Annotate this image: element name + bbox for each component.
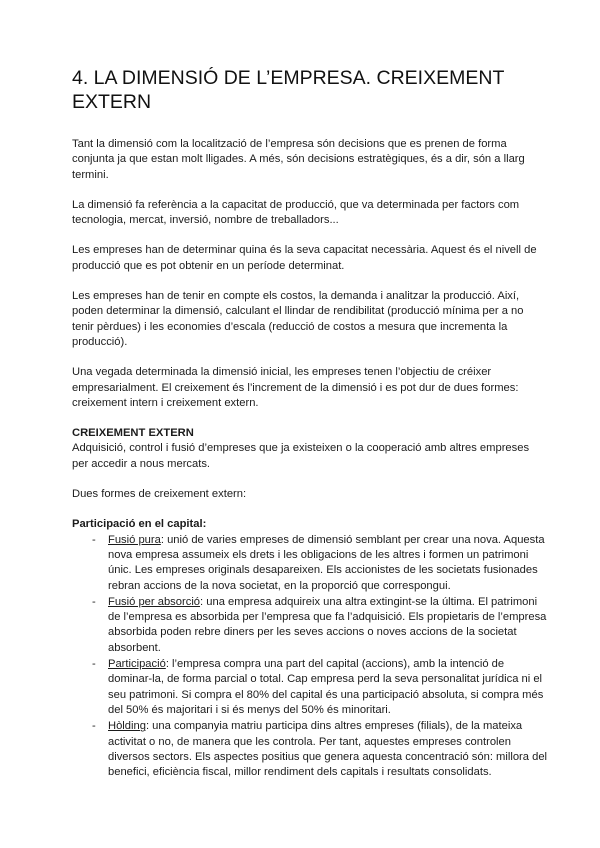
list-item-term: Participació: [108, 658, 166, 671]
list-item-text: : l’empresa compra una part del capital (accions), amb la intenció de dominar-la, de forma parcial o total. Cap empresa perd la seva personalitat jurídica ni el seu patrimoni. Si compra el 80% del capital és una participació absoluta, si compra més del 50% és majoritari i si és menys del 50% és minoritari.: [108, 658, 544, 716]
list-item-text: : una empresa adquireix una altra extingint-se la última. El patrimoni de l’empresa es absorbida per l’empresa que fa l’adquisició. Els propietaris de l’empresa absorbida poden rebre diners per les seves accions o noves accions de la societat absorbent.: [108, 595, 547, 654]
list-item: [108, 595, 548, 656]
paragraph-capacity: Les empreses han de determinar quina és la seva capacitat necessària. Aquest és el nivell de producció que es pot obtenir en un període determinat.: [72, 244, 537, 272]
growth-forms-list: [72, 533, 548, 781]
paragraph-dimension: La dimensió fa referència a la capacitat de producció, que va determinada per factors com tecnologia, mercat, inversió, nombre de treballadors...: [72, 198, 520, 227]
section-heading: CREIXEMENT EXTERN: [72, 427, 194, 440]
list-item: [108, 533, 548, 594]
list-item-term: Fusió pura: [108, 533, 161, 546]
list-item-term: Fusió per absorció: [108, 595, 201, 608]
page-title: 4. LA DIMENSIÓ DE L’EMPRESA. CREIXEMENT EXTERN: [72, 67, 505, 113]
paragraph-growth: Una vegada determinada la dimensió inicial, les empreses tenen l’objectiu de créixer empresarialment. El creixement és l’increment de la dimensió i es pot dur de dues formes: creixement intern i creixement extern.: [72, 366, 519, 409]
list-item: [108, 657, 548, 718]
section-intro: Adquisició, control i fusió d’empreses que ja existeixen o la cooperació amb altres empreses per accedir a nous mercats.: [72, 442, 530, 470]
list-item-term: Hòlding: [108, 720, 146, 733]
paragraph-costs: Les empreses han de tenir en compte els costos, la demanda i analitzar la producció. Així, poden determinar la dimensió, calculant el llindar de rendibilitat (producció mínima per a no tenir pèrdues) i les economies d’escala (reducció de costos a mesura que incrementa la producció).: [72, 290, 524, 348]
list-item-text: : una companyia matriu participa dins altres empreses (filials), de la mateixa activitat o no, de manera que les controla. Per tant, aquestes empreses controlen diversos sectors. Els aspectes positius que genera aquesta concentració són: millora del benefici, eficiència fiscal, millor rendiment dels capitals i resultats consolidats.: [108, 720, 548, 779]
list-item: [108, 719, 548, 780]
paragraph-intro: Tant la dimensió com la localització de l’empresa són decisions que es prenen de forma conjunta ja que estan molt lligades. A més, són decisions estratègiques, és a dir, són a llarg termini.: [72, 138, 525, 181]
forms-intro: Dues formes de creixement extern:: [72, 488, 247, 501]
subheading-participation: Participació en el capital:: [72, 518, 207, 531]
list-item-text: : unió de varies empreses de dimensió semblant per crear una nova. Aquesta nova empresa assumeix els drets i les obligacions de les altres i formen un patrimoni únic. Les empreses originals desapareixen. Els accionistes de les societats fusionades rebran accions de la nova societat, en la proporció que correspongui.: [108, 533, 545, 592]
